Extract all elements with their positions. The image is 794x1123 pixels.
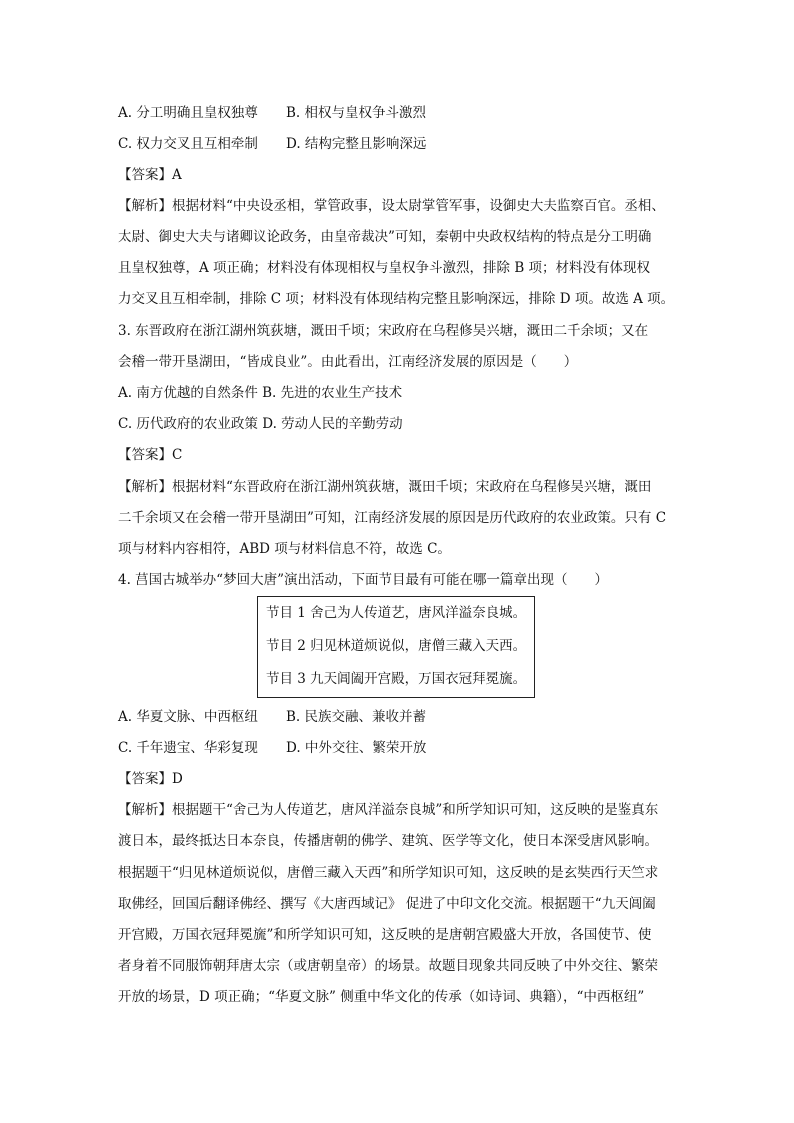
q4-program-line: 节目 2 归见林道烦说似，唐僧三藏入天西。 xyxy=(266,638,527,654)
q3-stem-line: 会稽一带开垦湖田，“皆成良业”。由此看出，江南经济发展的原因是（ ） xyxy=(118,354,578,370)
q4-analysis-line: 取佛经，回国后翻译佛经、撰写《大唐西域记》 促进了中印文化交流。根据题干“九天阊阖 xyxy=(118,896,656,912)
q4-stem: 4. 莒国古城举办“梦回大唐”演出活动，下面节目最有可能在哪一篇章出现（ ） xyxy=(118,572,608,588)
q4-option-c: C. 千年遗宝、华彩复现 xyxy=(118,740,258,756)
q2-analysis-line: 且皇权独尊，A 项正确；材料没有体现相权与皇权争斗激烈，排除 B 项；材料没有体现权 xyxy=(118,260,651,276)
q4-answer: 【答案】D xyxy=(118,771,183,787)
q4-option-d: D. 中外交往、繁荣开放 xyxy=(286,740,427,756)
q3-analysis-line: 二千余顷又在会稽一带开垦湖田”可知，江南经济发展的原因是历代政府的农业政策。只有 C xyxy=(118,510,667,526)
q4-analysis-line: 根据题干“归见林道烦说似，唐僧三藏入天西”和所学知识可知，这反映的是玄奘西行天竺求 xyxy=(118,865,659,881)
q3-answer: 【答案】C xyxy=(118,447,183,463)
q2-option-a: A. 分工明确且皇权独尊 xyxy=(118,105,258,121)
q3-analysis-line: 项与材料内容相符，ABD 项与材料信息不符，故选 C。 xyxy=(118,541,451,557)
q2-analysis-line: 力交叉且互相牵制，排除 C 项；材料没有体现结构完整且影响深远，排除 D 项。故选 A 项。 xyxy=(118,291,675,307)
q3-options-cd: C. 历代政府的农业政策 D. 劳动人民的辛勤劳动 xyxy=(118,416,403,432)
q2-option-c: C. 权力交叉且互相牵制 xyxy=(118,136,258,152)
q4-program-line: 节目 3 九天阊阖开宫殿，万国衣冠拜冕旒。 xyxy=(266,671,527,687)
q4-program-line: 节目 1 舍己为人传道艺，唐风洋溢奈良城。 xyxy=(266,605,527,621)
q4-analysis-line: 者身着不同服饰朝拜唐太宗（或唐朝皇帝）的场景。故题目现象共同反映了中外交往、繁荣 xyxy=(118,958,658,974)
q4-option-a: A. 华夏文脉、中西枢纽 xyxy=(118,709,258,725)
q4-analysis-line: 渡日本，最终抵达日本奈良，传播唐朝的佛学、建筑、医学等文化，使日本深受唐风影响。 xyxy=(118,833,658,849)
q3-analysis-line: 【解析】根据材料“东晋政府在浙江湖州筑荻塘，溉田千顷；宋政府在乌程修吴兴塘，溉田 xyxy=(118,479,652,495)
q2-analysis-line: 太尉、御史大夫与诸卿议论政务，由皇帝裁决”可知，秦朝中央政权结构的特点是分工明确 xyxy=(118,229,652,245)
q3-options-ab: A. 南方优越的自然条件 B. 先进的农业生产技术 xyxy=(118,385,403,401)
q2-option-b: B. 相权与皇权争斗激烈 xyxy=(286,105,427,121)
q4-analysis-line: 开放的场景，D 项正确；“华夏文脉” 侧重中华文化的传承（如诗词、典籍），“中西枢纽” xyxy=(118,989,645,1005)
q4-program-box xyxy=(257,596,535,698)
q2-analysis-line: 【解析】根据材料“中央设丞相，掌管政事，设太尉掌管军事，设御史大夫监察百官。丞相、 xyxy=(118,198,665,214)
q2-option-d: D. 结构完整且影响深远 xyxy=(286,136,427,152)
q4-analysis-line: 开宫殿，万国衣冠拜冕旒”和所学知识可知，这反映的是唐朝宫殿盛大开放，各国使节、使 xyxy=(118,927,652,943)
q4-analysis-line: 【解析】根据题干“舍己为人传道艺，唐风洋溢奈良城”和所学知识可知，这反映的是鉴真东 xyxy=(118,802,659,818)
q2-answer: 【答案】A xyxy=(118,167,182,183)
q3-stem-line: 3. 东晋政府在浙江湖州筑荻塘，溉田千顷；宋政府在乌程修吴兴塘，溉田二千余顷；又在 xyxy=(118,323,649,339)
q4-option-b: B. 民族交融、兼收并蓄 xyxy=(286,709,427,725)
